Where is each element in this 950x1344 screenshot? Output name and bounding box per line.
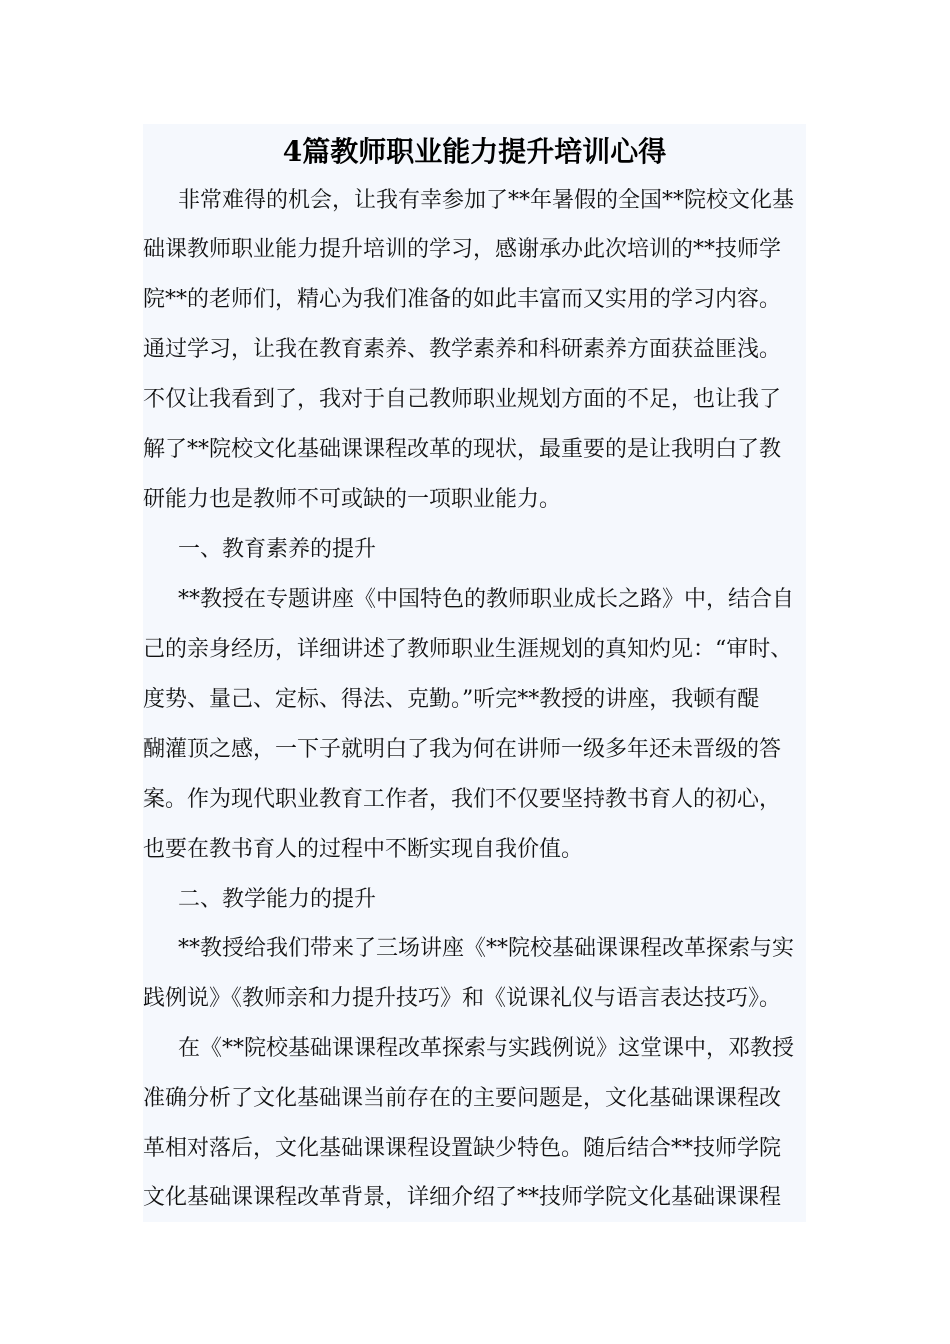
paragraph-line: **教授在专题讲座《中国特色的教师职业成长之路》中，结合自 [178,587,795,612]
paragraph-line: 文化基础课课程改革背景，详细介绍了**技师学院文化基础课课程 [143,1185,782,1210]
section-heading: 二、教学能力的提升 [178,887,377,912]
document-title: 4篇教师职业能力提升培训心得 [282,135,667,168]
paragraph-line: **教授给我们带来了三场讲座《**院校基础课课程改革探索与实 [178,936,795,961]
paragraph-line: 也要在教书育人的过程中不断实现自我价值。 [143,837,584,862]
paragraph-line: 在《**院校基础课课程改革探索与实践例说》这堂课中，邓教授 [178,1036,795,1061]
paragraph-line: 醐灌顶之感，一下子就明白了我为何在讲师一级多年还未晋级的答 [143,737,782,762]
paragraph-line: 案。作为现代职业教育工作者，我们不仅要坚持教书育人的初心， [143,787,782,812]
paragraph-line: 践例说》《教师亲和力提升技巧》和《说课礼仪与语言表达技巧》。 [143,986,782,1011]
paragraph-line: 研能力也是教师不可或缺的一项职业能力。 [143,487,562,512]
paragraph-line: 础课教师职业能力提升培训的学习，感谢承办此次培训的**技师学 [143,237,782,262]
paragraph-line: 院**的老师们，精心为我们准备的如此丰富而又实用的学习内容。 [143,287,782,312]
paragraph-line: 通过学习，让我在教育素养、教学素养和科研素养方面获益匪浅。 [143,337,782,362]
paragraph-line: 非常难得的机会，让我有幸参加了**年暑假的全国**院校文化基 [178,188,795,213]
paragraph-line: 己的亲身经历，详细讲述了教师职业生涯规划的真知灼见：“审时、 [143,637,793,662]
paragraph-line: 度势、量己、定标、得法、克勤。”听完**教授的讲座，我顿有醍 [143,687,760,712]
paragraph-line: 不仅让我看到了，我对于自己教师职业规划方面的不足，也让我了 [143,387,782,412]
paragraph-line: 解了**院校文化基础课课程改革的现状，最重要的是让我明白了教 [143,437,782,462]
section-heading: 一、教育素养的提升 [178,537,377,562]
paragraph-line: 革相对落后，文化基础课课程设置缺少特色。随后结合**技师学院 [143,1136,782,1161]
paragraph-line: 准确分析了文化基础课当前存在的主要问题是，文化基础课课程改 [143,1086,782,1111]
